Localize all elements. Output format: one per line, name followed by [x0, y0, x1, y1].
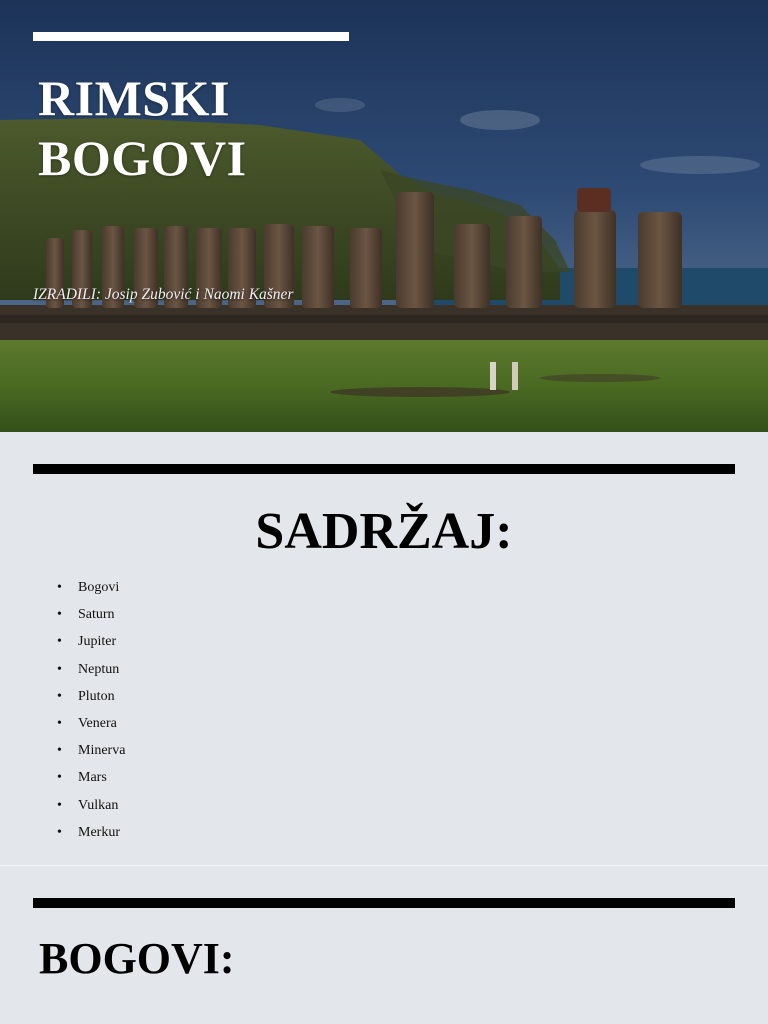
- title-line-2: BOGOVI: [38, 130, 247, 186]
- list-item: [57, 574, 125, 601]
- list-item: [57, 710, 125, 737]
- bullet-icon: •: [57, 661, 62, 677]
- bogovi-slide[interactable]: [0, 866, 768, 1024]
- bullet-icon: •: [57, 688, 62, 704]
- list-item: [57, 656, 125, 683]
- title-slide[interactable]: [0, 0, 768, 432]
- bullet-icon: •: [57, 607, 62, 623]
- list-item-label: Venera: [78, 715, 117, 731]
- list-item: [57, 737, 125, 764]
- contents-list: [57, 574, 125, 846]
- bogovi-accent-bar: [33, 898, 735, 908]
- list-item-label: Saturn: [78, 607, 115, 623]
- list-item-label: Merkur: [78, 824, 120, 840]
- bullet-icon: •: [57, 580, 62, 595]
- bullet-icon: •: [57, 770, 62, 786]
- title-line-1: RIMSKI: [38, 70, 230, 126]
- contents-slide[interactable]: [0, 432, 768, 866]
- title-accent-bar: [33, 32, 349, 41]
- list-item-label: Neptun: [78, 661, 120, 677]
- contents-accent-bar: [33, 464, 735, 474]
- list-item: [57, 683, 125, 710]
- list-item: [57, 764, 125, 791]
- bogovi-heading: BOGOVI:: [39, 934, 235, 983]
- contents-heading: SADRŽAJ:: [255, 503, 513, 560]
- list-item-label: Bogovi: [78, 580, 120, 595]
- bullet-icon: •: [57, 634, 62, 650]
- bullet-icon: •: [57, 824, 62, 840]
- list-item-label: Mars: [78, 770, 107, 786]
- list-item-label: Pluton: [78, 688, 115, 704]
- bullet-icon: •: [57, 715, 62, 731]
- list-item-label: Vulkan: [78, 797, 119, 813]
- list-item-label: Jupiter: [78, 634, 117, 650]
- authors-subtitle: IZRADILI: Josip Zubović i Naomi Kašner: [33, 286, 294, 303]
- bullet-icon: •: [57, 743, 62, 759]
- list-item: [57, 792, 125, 819]
- easter-island-moai-photo: [0, 0, 768, 432]
- bullet-icon: •: [57, 797, 62, 813]
- presentation-title: [38, 68, 247, 188]
- list-item: [57, 601, 125, 628]
- list-item: [57, 628, 125, 655]
- list-item: [57, 819, 125, 846]
- list-item-label: Minerva: [78, 743, 126, 759]
